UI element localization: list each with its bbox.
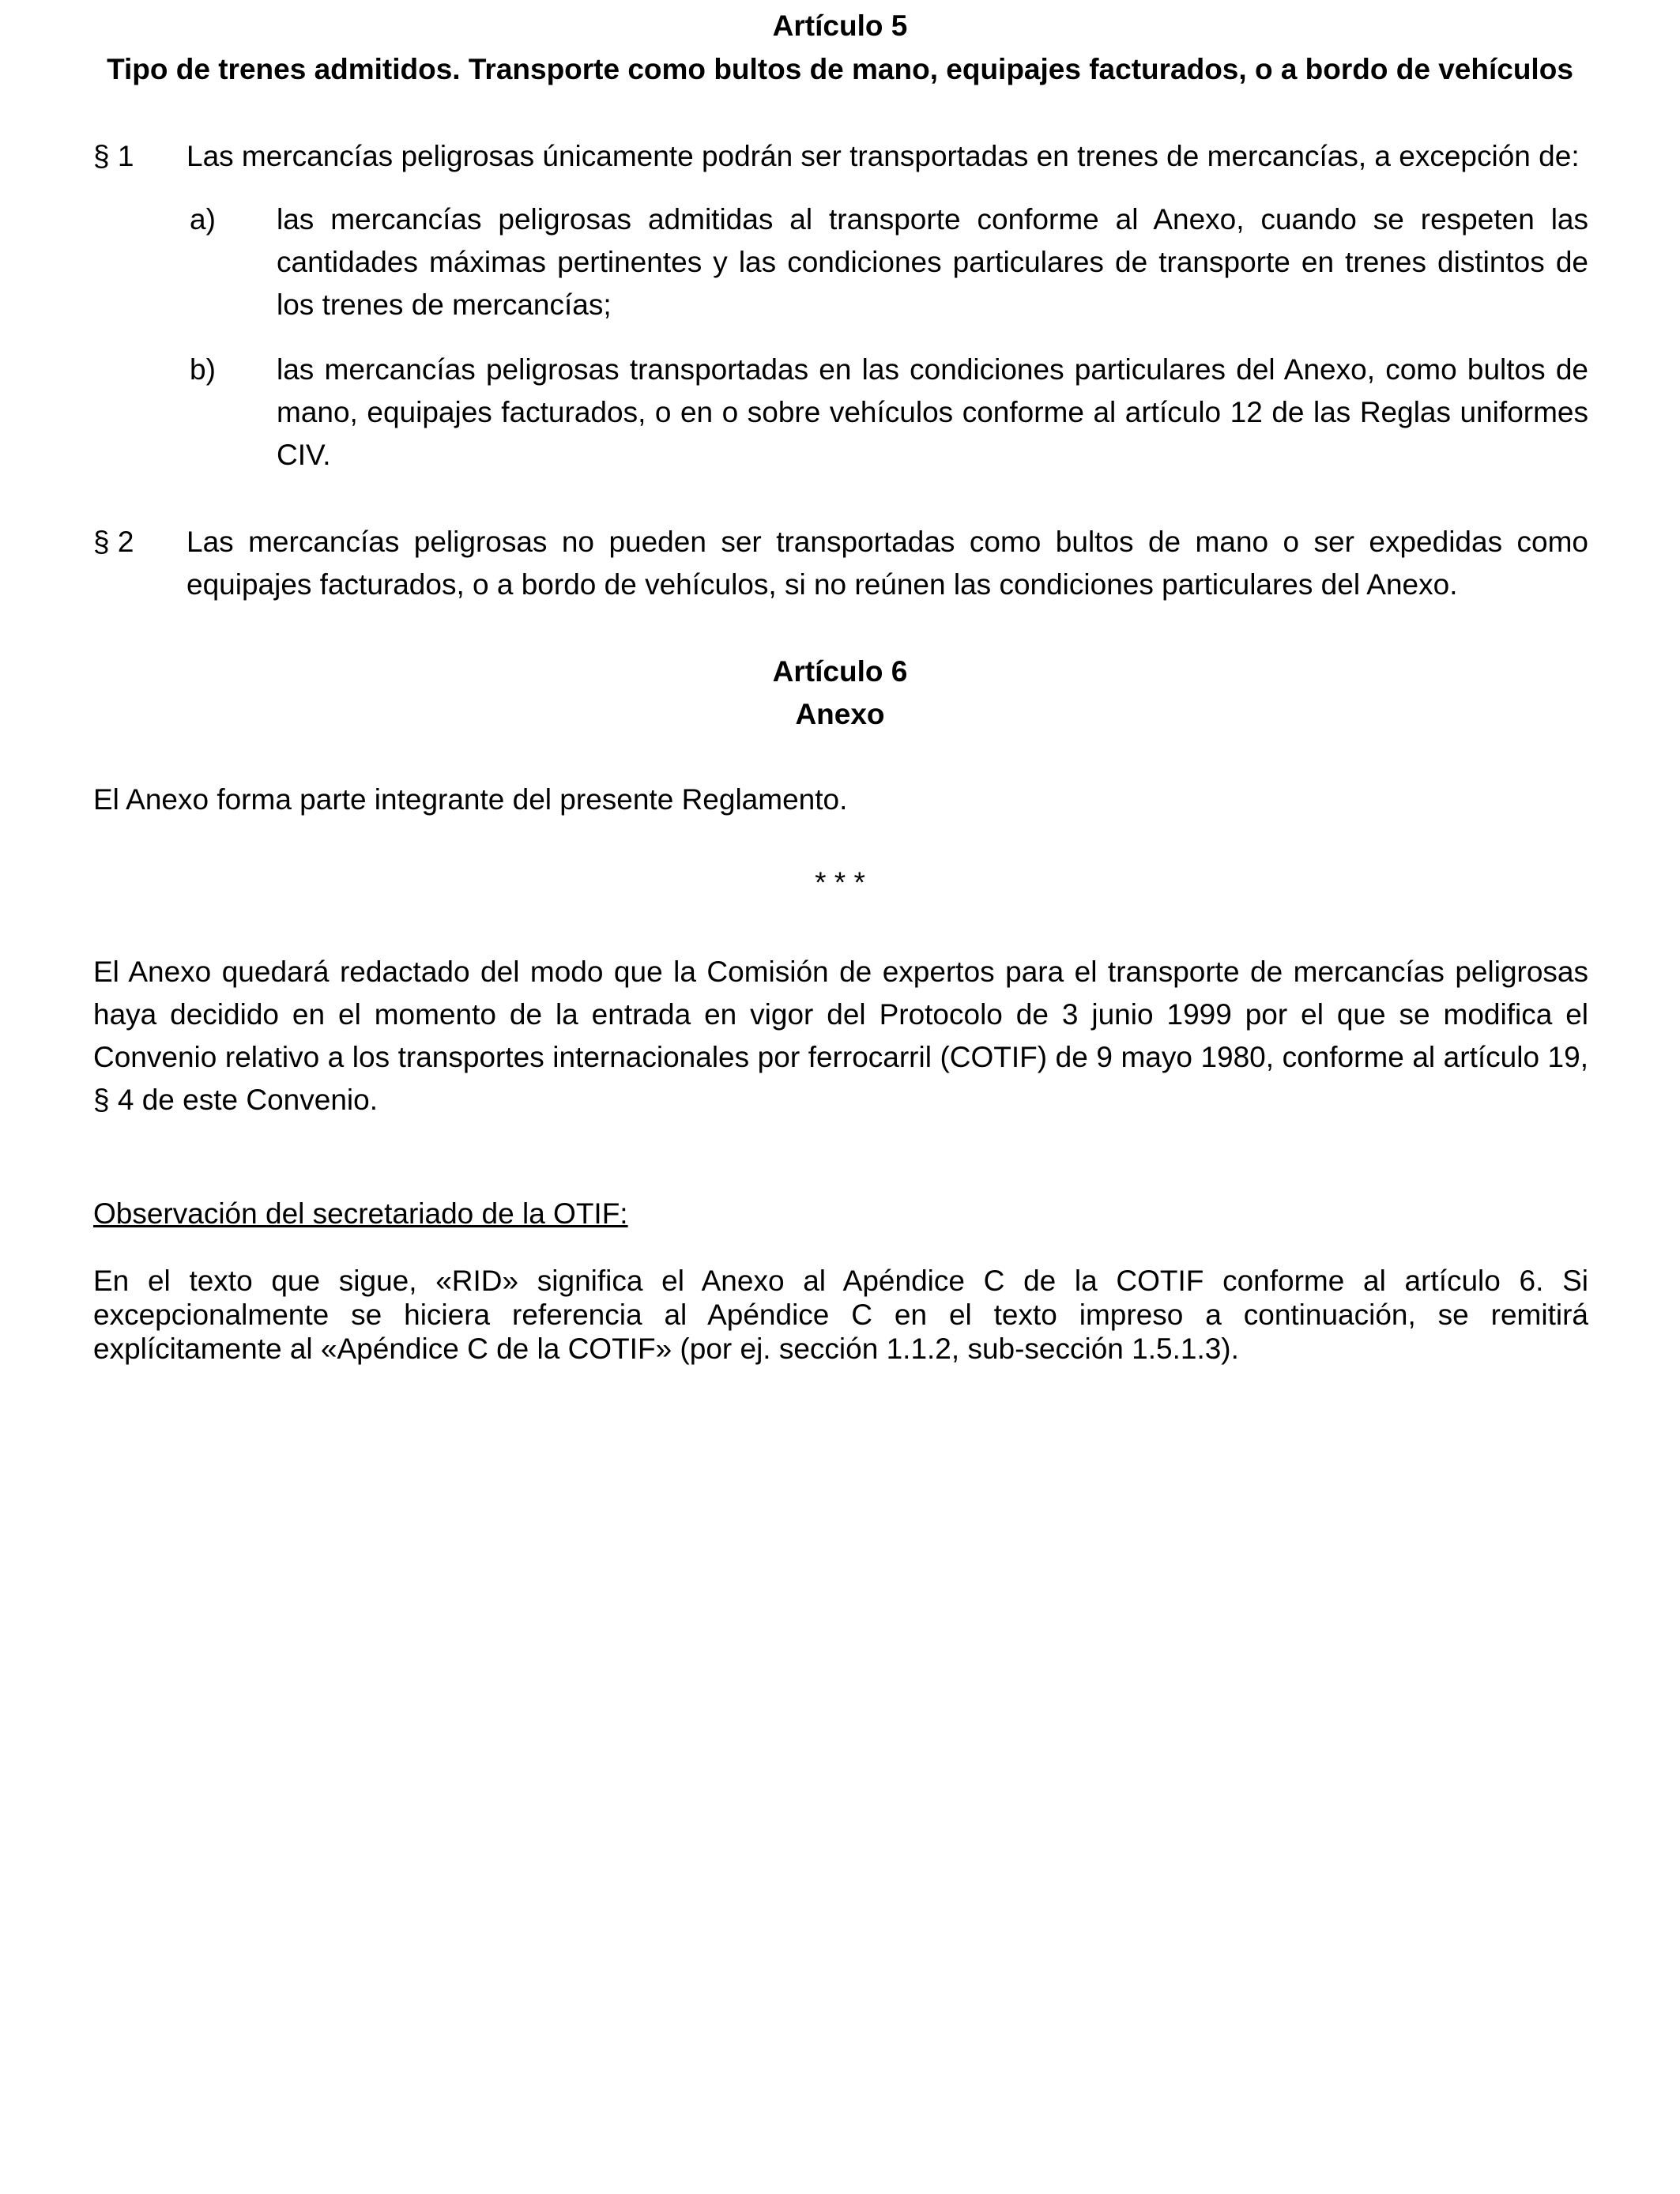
item-b-letter: b) — [190, 353, 216, 386]
item-a-text: las mercancías peligrosas admitidas al transporte conforme al Anexo, cuando se respeten las cantidades máximas pertinentes y las condiciones particulares de transporte en trenes distintos de los trenes de mercancías; — [277, 203, 1588, 321]
article-6-title: Anexo — [795, 698, 885, 730]
annex-note-text: El Anexo quedará redactado del modo que la Comisión de expertos para el transporte de mercancías peligrosas haya decidido en el momento de la entrada en vigor del Protocolo de 3 junio 1999 por el que se modifica el Convenio relativo a los transportes internacionales por ferrocarril (COTIF) de 9 mayo 1980, conforme al artículo 19, § 4 de este Convenio. — [93, 956, 1588, 1116]
item-b-text: las mercancías peligrosas transportadas en las condiciones particulares del Anexo, como bultos de mano, equipajes facturados, o en o sobre vehículos conforme al artículo 12 de las Reglas uniformes CIV. — [277, 353, 1588, 471]
observation-text: En el texto que sigue, «RID» significa el Anexo al Apéndice C de la COTIF conforme al artículo 6. Si excepcionalmente se hiciera referencia al Apéndice C en el texto impreso a continuación, se remitirá explícitamente al «Apéndice C de la COTIF» (por ej. sección 1.1.2, sub-sección 1.5.1.3). — [93, 1265, 1588, 1365]
article-6-number: Artículo 6 — [772, 655, 908, 688]
item-a-letter: a) — [190, 203, 216, 236]
article-5-number: Artículo 5 — [772, 9, 908, 42]
paragraph-1-text: Las mercancías peligrosas únicamente podrán ser transportadas en trenes de mercancías, a excepción de: — [186, 140, 1580, 172]
paragraph-2-text: Las mercancías peligrosas no pueden ser transportadas como bultos de mano o ser expedidas como equipajes facturados, o a bordo de vehículos, si no reúnen las condiciones particulares del Anexo. — [186, 526, 1588, 601]
article-6-text: El Anexo forma parte integrante del presente Reglamento. — [93, 783, 848, 816]
section-separator: * * * — [815, 866, 865, 899]
article-5-title: Tipo de trenes admitidos. Transporte como bultos de mano, equipajes facturados, o a bordo de vehículos — [107, 53, 1573, 85]
paragraph-1-mark: § 1 — [93, 140, 134, 172]
observation-heading: Observación del secretariado de la OTIF: — [93, 1197, 628, 1230]
paragraph-2-mark: § 2 — [93, 526, 134, 558]
